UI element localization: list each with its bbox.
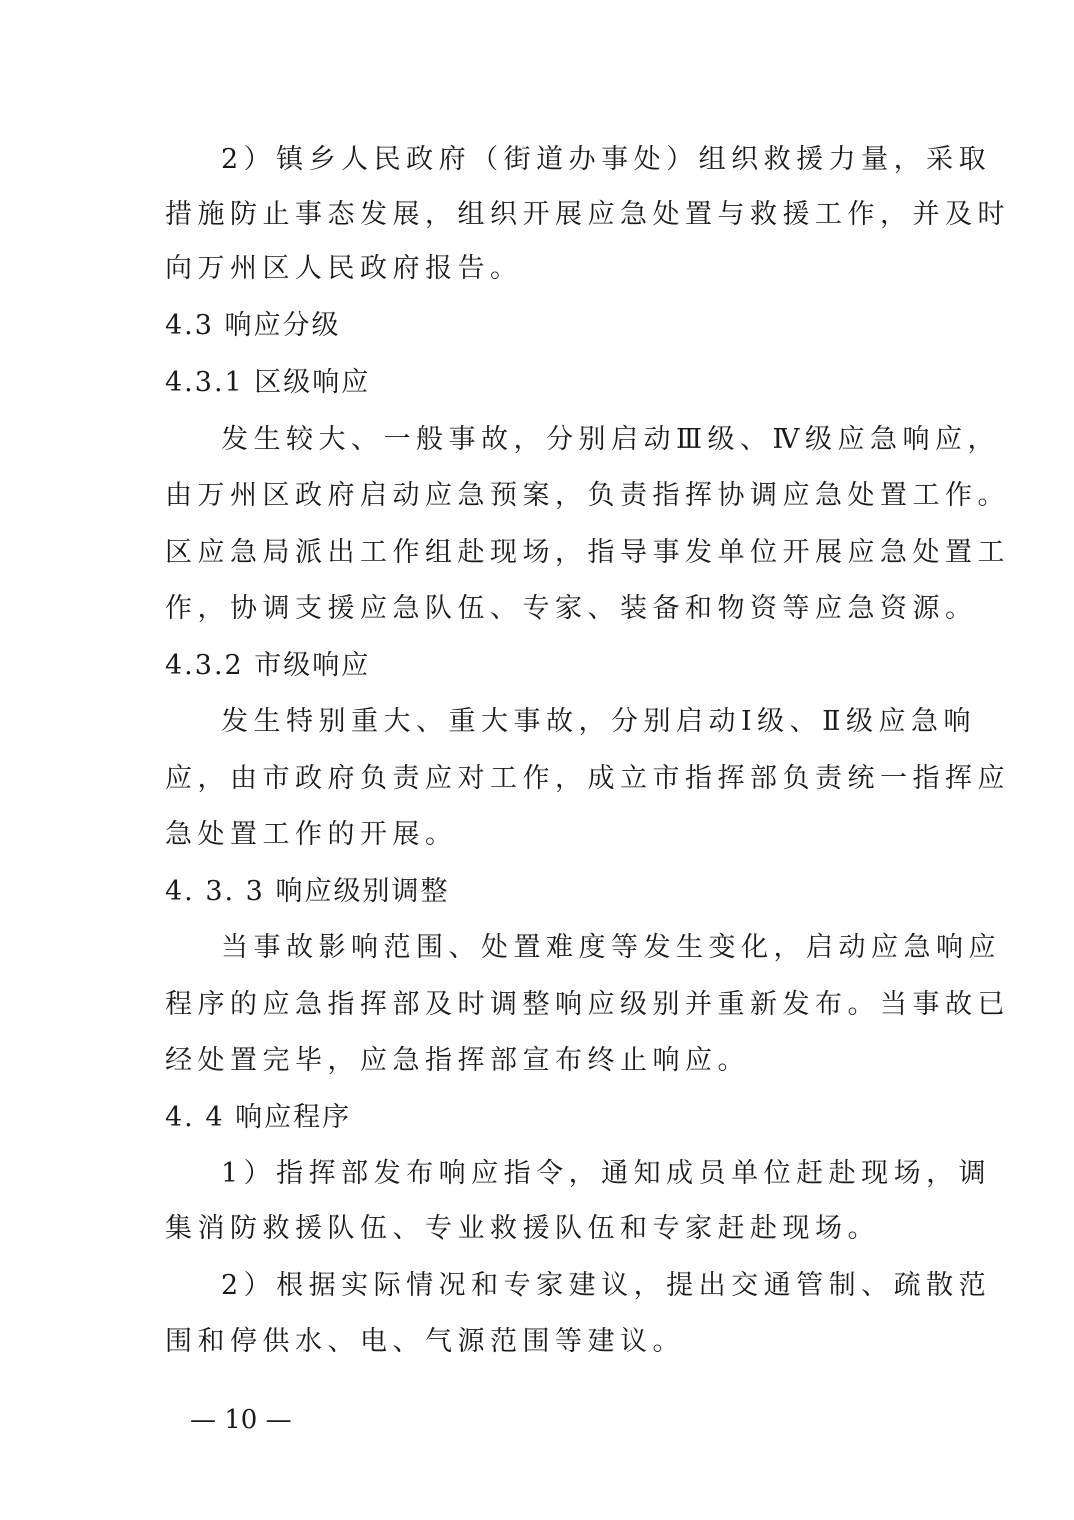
paragraph-line: 程序的应急指挥部及时调整响应级别并重新发布。当事故已: [165, 989, 1010, 1020]
paragraph-line: 发生特别重大、重大事故，分别启动Ⅰ级、Ⅱ级应急响: [221, 706, 977, 737]
section-heading-4-3-3: 4. 3. 3 响应级别调整: [165, 876, 450, 907]
paragraph-line: 2）镇乡人民政府（街道办事处）组织救援力量，采取: [221, 144, 992, 175]
paragraph-line: 向万州区人民政府报告。: [165, 253, 523, 284]
page-number: — 10 —: [190, 1405, 292, 1435]
paragraph-line: 措施防止事态发展，组织开展应急处置与救援工作，并及时: [165, 199, 1010, 230]
paragraph-line: 2）根据实际情况和专家建议，提出交通管制、疏散范: [221, 1270, 992, 1301]
paragraph-line: 集消防救援队伍、专业救援队伍和专家赶赴现场。: [165, 1213, 880, 1244]
section-heading-4-3-2: 4.3.2 市级响应: [165, 650, 371, 681]
paragraph-line: 急处置工作的开展。: [165, 819, 458, 850]
paragraph-line: 作，协调支援应急队伍、专家、装备和物资等应急资源。: [165, 593, 978, 624]
paragraph-line: 经处置完毕，应急指挥部宣布终止响应。: [165, 1045, 750, 1076]
paragraph-line: 1）指挥部发布响应指令，通知成员单位赶赴现场，调: [221, 1158, 992, 1189]
section-heading-4-3: 4.3 响应分级: [165, 310, 341, 341]
section-heading-4-4: 4. 4 响应程序: [165, 1102, 352, 1133]
paragraph-line: 发生较大、一般事故，分别启动Ⅲ级、Ⅳ级应急响应，: [221, 424, 1001, 455]
paragraph-line: 应，由市政府负责应对工作，成立市指挥部负责统一指挥应: [165, 763, 1010, 794]
paragraph-line: 围和停供水、电、气源范围等建议。: [165, 1326, 685, 1357]
section-heading-4-3-1: 4.3.1 区级响应: [165, 367, 371, 398]
paragraph-line: 由万州区政府启动应急预案，负责指挥协调应急处置工作。: [165, 480, 1010, 511]
paragraph-line: 当事故影响范围、处置难度等发生变化，启动应急响应: [221, 932, 1001, 963]
paragraph-line: 区应急局派出工作组赴现场，指导事发单位开展应急处置工: [165, 537, 1010, 568]
